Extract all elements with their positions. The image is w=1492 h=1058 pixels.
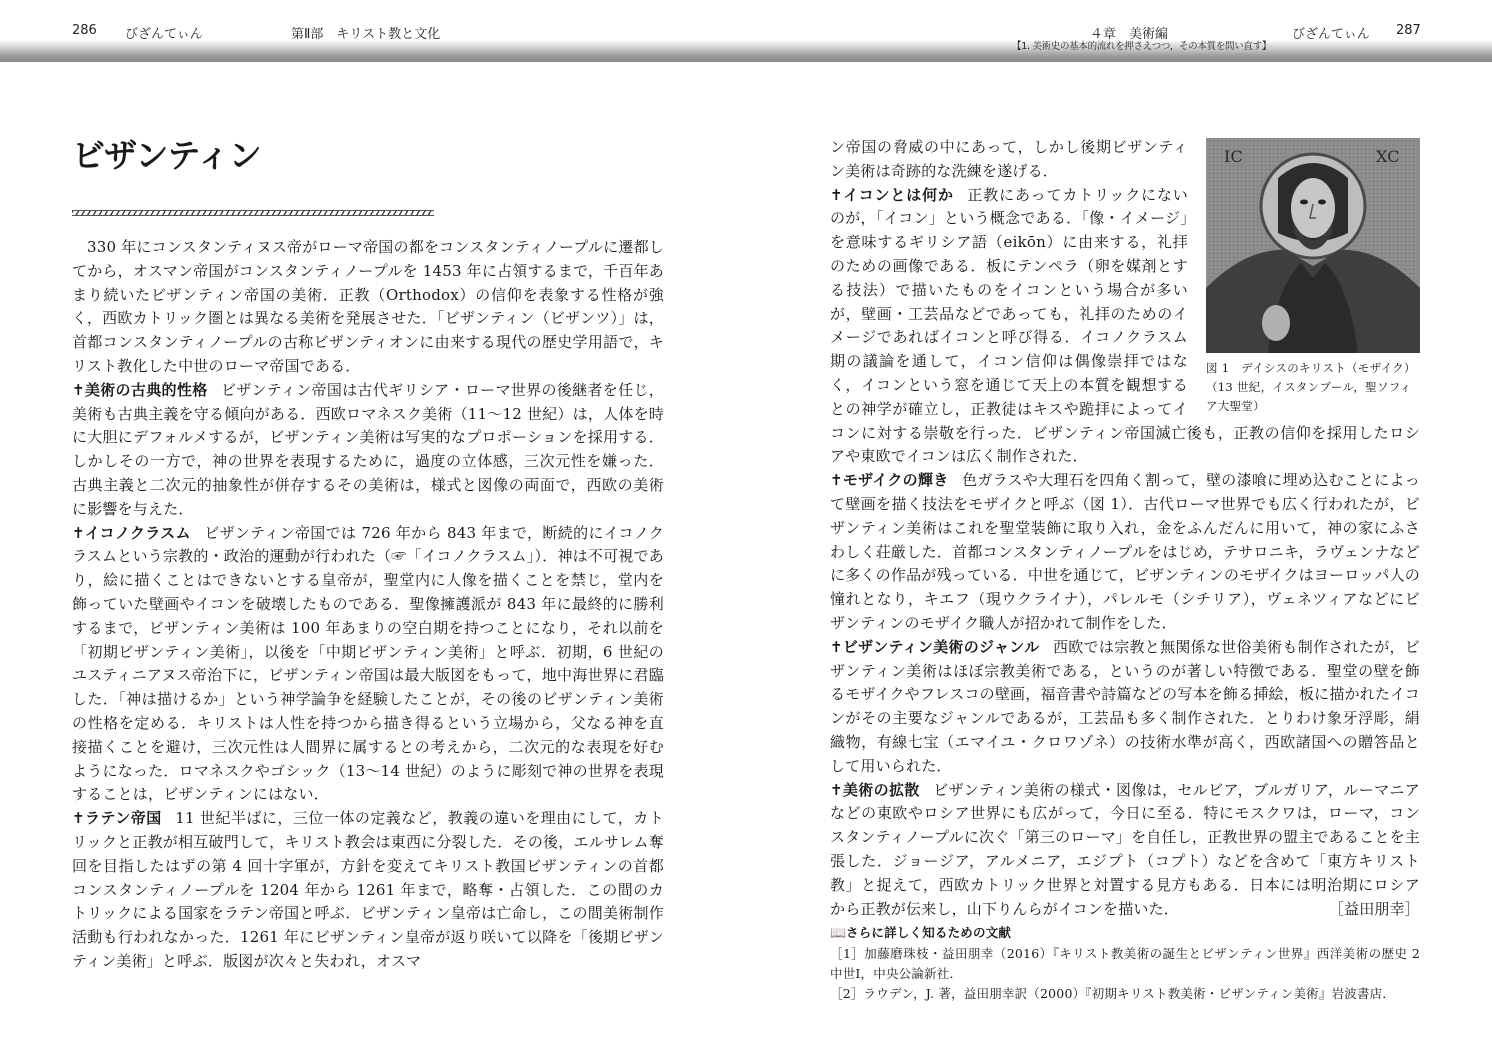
left-page	[72, 130, 664, 974]
section-text: 11 世紀半ばに，三位一体の定義など，教義の違いを理由にして，カトリックと正教が相互破門して，キリスト教会は東西に分裂した．その後，エルサレム奪回を目指したはずの第 4 回十字軍が，方針を変えてキリスト教国ビザンティンの首都コンスタンティノープルを 1204 年から 1261 年まで，略奪・占領した．この間のカトリックによる国家をラテン帝国と呼ぶ．ビザンティン皇帝は亡命し，この間美術制作活動も行われなかった．1261 年にビザンティン皇帝が返り咲いて以降を「後期ビザンティン美術」と呼ぶ．版図が次々と失われ，オスマ	[72, 809, 664, 970]
christ-mosaic-illustration	[1206, 138, 1420, 353]
section-text: 色ガラスや大理石を四角く割って，壁の漆喰に埋め込むことによって壁画を描く技法をモザイクと呼ぶ（図 1）．古代ローマ世界でも広く行われたが，ビザンティン美術はこれを聖堂装飾に取り入れ，金をふんだんに用いて，神の家にふさわしく荘厳した．首都コンスタンティノープルをはじめ，テサロニキ，ラヴェンナなどに多くの作品が残っている．中世を通じて，ビザンティンのモザイクはヨーロッパ人の憧れとなり，キエフ（現ウクライナ），パレルモ（シチリア），ヴェネツィアなどにビザンティンのモザイク職人が招かれて制作をした．	[830, 471, 1420, 632]
section-diffusion	[830, 779, 1420, 922]
right-page	[830, 136, 1433, 1004]
page-header	[0, 0, 1492, 62]
mosaic-image	[1206, 138, 1420, 353]
chapter-subtitle: 【1. 美術史の基本的流れを押さえつつ，その本質を問い直す】	[1012, 41, 1272, 52]
figure-1	[1206, 138, 1420, 416]
section-heading: ✝ラテン帝国	[72, 809, 162, 828]
right-page-number: 287	[1396, 23, 1421, 38]
svg-text:XC: XC	[1376, 147, 1400, 166]
reference-item: ［2］ラウデン，J. 著，益田朋幸訳（2000）『初期キリスト教美術・ビザンティン美術』岩波書店．	[830, 986, 1396, 1002]
part-title: 第Ⅱ部 キリスト教と文化	[291, 27, 441, 42]
svg-text:IC: IC	[1224, 147, 1243, 166]
section-heading: ✝ビザンティン美術のジャンル	[830, 637, 1040, 656]
section-mosaic	[830, 469, 1420, 636]
further-reading-title: 📖さらに詳しく知るための文献	[830, 923, 1420, 944]
section-heading: ✝イコノクラスム	[72, 523, 191, 542]
author-credit: ［益田朋幸］	[1328, 899, 1420, 918]
left-running-head: びざんてぃん	[125, 27, 203, 42]
section-heading: ✝美術の古典的性格	[72, 380, 208, 399]
figure-caption: 図 1 デイシスのキリスト（モザイク）（13 世紀，イスタンブール，聖ソフィア大聖堂）	[1206, 361, 1416, 413]
section-classical	[72, 379, 664, 522]
right-running-head: びざんてぃん	[1292, 27, 1370, 42]
section-text: 西欧では宗教と無関係な世俗美術も制作されたが，ビザンティン美術はほぼ宗教美術である，というのが著しい特徴である．聖堂の壁を飾るモザイクやフレスコの壁画，福音書や詩篇などの写本を飾る挿絵，板に描かれたイコンがその主要なジャンルであるが，工芸品も多く制作された．とりわけ象牙浮彫，絹織物，有線七宝（エマイユ・クロワゾネ）の技術水準が高く，西欧諸国への贈答品として用いられた．	[830, 637, 1420, 775]
article-title: ビザンティン	[72, 136, 261, 175]
section-text: ビザンティン帝国では 726 年から 843 年まで，断続的にイコノクラスムという宗教的・政治的運動が行われた（☞「イコノクラスム」）．神は不可視であり，絵に描くことはできないとする皇帝が，聖堂内に人像を描くことを禁じ，堂内を飾っていた壁画やイコンを破壊したものである．聖像擁護派が 843 年に最終的に勝利するまで，ビザンティン美術は 100 年あまりの空白期を持つことになり，それ以前を「初期ビザンティン美術」，以後を「中期ビザンティン美術」と呼ぶ．初期，6 世紀のユスティニアヌス帝治下に，ビザンティン帝国は最大版図をもって，地中海世界に君臨した．「神は描けるか」という神学論争を経験したことが，その後のビザンティン美術の性格を定める．キリストは人性を持つから描き得るという立場から，父なる神を直接描くことを避け，三次元性は人間界に属するとの考えから，二次元的な表現を好むようになった．ロマネスクやゴシック（13～14 世紀）のように彫刻で神の世界を表現することは，ビザンティンにはない．	[72, 523, 664, 804]
section-latin-empire	[72, 807, 664, 974]
chapter-title: ４章 美術編	[1090, 27, 1169, 42]
book-icon: 📖	[830, 926, 847, 942]
reference-item: ［1］加藤磨珠枝・益田朋幸（2016）『キリスト教美術の誕生とビザンティン世界』西洋美術の歴史 2 中世Ⅰ，中央公論新社．	[830, 946, 1433, 982]
left-page-number: 286	[72, 23, 97, 38]
section-heading: ✝イコンとは何か	[830, 185, 954, 204]
section-iconoclasm	[72, 522, 664, 808]
section-text: 正教にあってカトリックにないのが，「イコン」という概念である．「像・イメージ」を意味するギリシア語（eikōn）に由来する，礼拝のための画像である．板にテンペラ（卵を媒剤とする技法）で描いたものをイコンという場合が多いが，壁画・工芸品などであっても，礼拝のためのイメージであればイコンと呼び得る．イコノクラスム期の議論を通して，イコン信仰は偶像崇拝ではなく，イコンという窓を通じて天上の本質を観想するとの神学が確立し，正教徒はキスや跪拝によってイコンに対する崇敬を行った．ビザンティン帝国滅亡後も，正教の信仰を採用したロシアや東欧でイコンは広く制作された．	[830, 185, 1420, 466]
continuation-paragraph: ン帝国の脅威の中にあって，しかし後期ビザンティン美術は奇跡的な洗練を遂げる．	[830, 138, 1188, 180]
section-text: ビザンティン美術の様式・図像は，セルビア，ブルガリア，ルーマニアなどの東欧やロシア世界にも広がって，今日に至る．特にモスクワは，ローマ，コンスタンティノープルに次ぐ「第三のローマ」を自任し，正教世界の盟主であることを主張した．ジョージア，アルメニア，エジプト（コプト）などを含めて「東方キリスト教」と捉えて，西欧カトリック世界と対置する見方もある．日本には明治期にロシアから正教が伝来し，山下りんらがイコンを描いた．	[830, 780, 1420, 918]
left-body	[72, 236, 664, 974]
section-genre	[830, 636, 1420, 779]
title-rule	[72, 210, 434, 216]
intro-paragraph: 330 年にコンスタンティヌス帝がローマ帝国の都をコンスタンティノープルに遷都してから，オスマン帝国がコンスタンティノープルを 1453 年に占領するまで，千百年あまり続いたビザンティン帝国の美術．正教（Orthodox）の信仰を表象する性格が強く，西欧カトリック圏とは異なる美術を発展させた．「ビザンティン（ビザンツ）」は，首都コンスタンティノープルの古称ビザンティオンに由来する現代の歴史学用語で，キリスト教化した中世のローマ帝国である．	[72, 238, 664, 375]
section-heading: ✝美術の拡散	[830, 780, 920, 799]
section-heading: ✝モザイクの輝き	[830, 471, 949, 490]
section-text: ビザンティン帝国は古代ギリシア・ローマ世界の後継者を任じ，美術も古典主義を守る傾向がある．西欧ロマネスク美術（11～12 世紀）は，人体を時に大胆にデフォルメするが，ビザンティン美術は写実的なプロポーションを採用する．しかしその一方で，神の世界を表現するために，過度の立体感，三次元性を嫌った．古典主義と二次元的抽象性が併存するその美術は，様式と図像の両面で，西欧の美術に影響を与えた．	[72, 380, 664, 518]
